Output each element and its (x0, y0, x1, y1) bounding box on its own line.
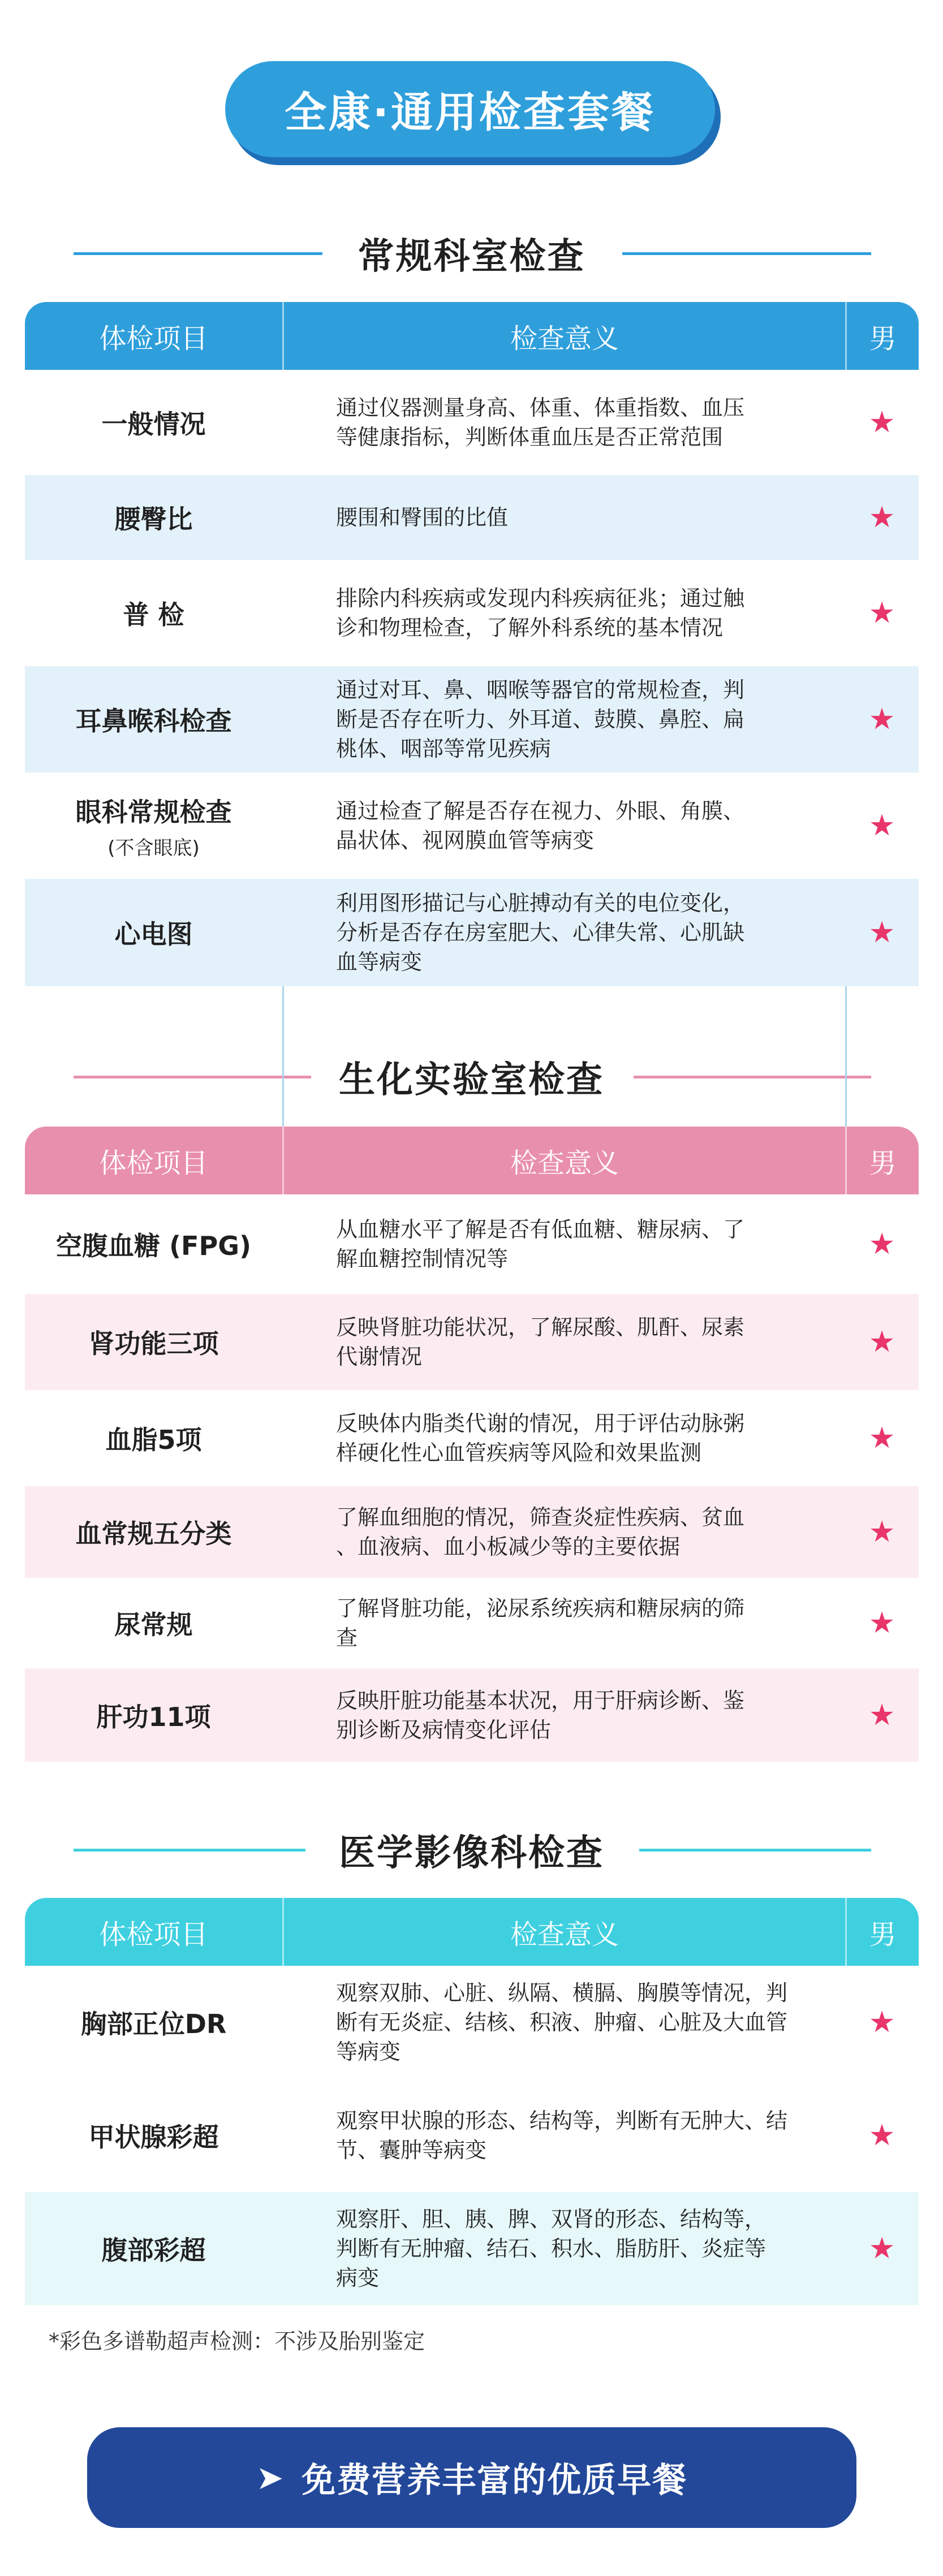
table-header (25, 1898, 919, 1966)
star-icon: ★ (868, 1698, 895, 1732)
section-heading-routine (0, 231, 943, 276)
free-breakfast-button[interactable] (87, 2427, 856, 2528)
column-header-item: 体检项目 (99, 1918, 208, 1951)
item-description: 观察甲状腺的形态、结构等，判断有无肿大、结 节、囊肿等病变 (336, 2108, 788, 2163)
star-icon: ★ (868, 916, 895, 950)
column-header-meaning: 检查意义 (510, 322, 619, 355)
table-row (25, 1294, 919, 1390)
table-row (25, 1194, 919, 1294)
item-description: 反映体内脂类代谢的情况，用于评估动脉粥 样硬化性心血管疾病等风险和效果监测 (336, 1411, 745, 1465)
item-name: 尿常规 (114, 1610, 193, 1640)
column-header-meaning: 检查意义 (510, 1918, 619, 1951)
star-icon: ★ (868, 2118, 895, 2152)
section-heading-lab (0, 1054, 943, 1099)
section-title: 医学影像科检查 (320, 1824, 623, 1876)
table-row (25, 475, 919, 560)
table-row (25, 773, 919, 879)
table-row (25, 1966, 919, 2079)
star-icon: ★ (868, 1325, 895, 1359)
table-row (25, 1578, 919, 1668)
item-description: 观察肝、胆、胰、脾、双肾的形态、结构等， 判断有无肿瘤、结石、积水、脂肪肝、炎症等 病变 (336, 2207, 767, 2290)
star-icon: ★ (868, 1606, 895, 1640)
item-name: 肾功能三项 (88, 1328, 219, 1359)
item-description: 了解血细胞的情况，筛查炎症性疾病、贫血 、血液病、血小板减少等的主要依据 (336, 1505, 745, 1559)
star-icon: ★ (868, 2232, 895, 2266)
item-description: 观察双肺、心脏、纵隔、横膈、胸膜等情况，判 断有无炎症、结核、积液、肿瘤、心脏及大血管 等病变 (336, 1980, 788, 2064)
item-name: 普 检 (123, 599, 184, 630)
item-name: 空腹血糖 (FPG) (56, 1231, 251, 1261)
heading-line-left (74, 1849, 305, 1852)
item-name: 胸部正位DR (80, 2009, 227, 2039)
table-row (25, 666, 919, 773)
star-icon: ★ (868, 596, 895, 630)
star-icon: ★ (868, 2005, 895, 2039)
heading-line-left (74, 1076, 311, 1078)
item-name: 一般情况 (101, 409, 206, 439)
column-header-item: 体检项目 (99, 1147, 208, 1179)
item-name: 腰臀比 (114, 504, 193, 534)
star-icon: ★ (868, 1515, 895, 1549)
table-row (25, 370, 919, 475)
item-name: 血常规五分类 (75, 1518, 232, 1549)
item-description: 反映肾脏功能状况，了解尿酸、肌酐、尿素 代谢情况 (336, 1315, 745, 1369)
item-name: 腹部彩超 (101, 2235, 206, 2266)
item-name: 血脂5项 (105, 1425, 202, 1455)
item-description: 通过仪器测量身高、体重、体重指数、血压 等健康指标，判断体重血压是否正常范围 (336, 395, 745, 450)
imaging-exam-table (25, 1898, 919, 2305)
star-icon: ★ (868, 405, 895, 439)
heading-line-right (634, 1076, 871, 1078)
item-description: 排除内科疾病或发现内科疾病征兆；通过触 诊和物理检查，了解外科系统的基本情况 (336, 586, 745, 640)
table-row (25, 879, 919, 986)
heading-line-left (74, 252, 322, 255)
table-row (25, 2192, 919, 2305)
section-heading-imaging (0, 1827, 943, 1872)
section-title: 常规科室检查 (339, 227, 605, 279)
item-description: 通过对耳、鼻、咽喉等器官的常规检查，判 断是否存在听力、外耳道、鼓膜、鼻腔、扁 桃体、咽部等常见疾病 (336, 678, 745, 761)
table-header (25, 1127, 919, 1194)
item-name: 耳鼻喉科检查 (75, 706, 232, 736)
button-label: 免费营养丰富的优质早餐 (302, 2461, 688, 2500)
column-header-gender: 男 (869, 1918, 897, 1951)
table-row (25, 560, 919, 666)
table-row (25, 1390, 919, 1486)
star-icon: ★ (868, 809, 895, 843)
item-name: 肝功11项 (96, 1701, 211, 1732)
item-name: 甲状腺彩超 (88, 2122, 219, 2152)
table-row (25, 1668, 919, 1762)
table-row (25, 2079, 919, 2192)
item-note: (不含眼底) (107, 836, 200, 860)
footnote: *彩色多谱勒超声检测：不涉及胎别鉴定 (49, 2329, 425, 2354)
item-name: 眼科常规检查 (不含眼底) (75, 796, 232, 860)
star-icon: ★ (868, 702, 895, 736)
heading-line-right (622, 252, 871, 255)
item-description: 从血糖水平了解是否有低血糖、糖尿病、了 解血糖控制情况等 (336, 1217, 745, 1271)
section-title: 生化实验室检查 (320, 1051, 623, 1103)
item-description: 腰围和臀围的比值 (336, 505, 509, 530)
star-icon: ★ (868, 1421, 895, 1455)
page-title: 全康·通用检查套餐 (225, 61, 715, 157)
item-description: 了解肾脏功能，泌尿系统疾病和糖尿病的筛 查 (336, 1596, 745, 1650)
item-name: 心电图 (114, 919, 193, 950)
arrow-right-icon: ➤ (256, 2458, 285, 2497)
column-header-gender: 男 (869, 322, 897, 355)
star-icon: ★ (868, 500, 895, 534)
star-icon: ★ (868, 1227, 895, 1261)
item-description: 利用图形描记与心脏搏动有关的电位变化， 分析是否存在房室肥大、心律失常、心肌缺 血等病变 (336, 891, 745, 974)
column-header-meaning: 检查意义 (510, 1147, 619, 1179)
routine-exam-table (25, 302, 919, 986)
lab-exam-table (25, 1127, 919, 1762)
table-header (25, 302, 919, 370)
column-header-item: 体检项目 (99, 322, 208, 355)
item-description: 通过检查了解是否存在视力、外眼、角膜、 晶状体、视网膜血管等病变 (336, 799, 745, 853)
item-description: 反映肝脏功能基本状况，用于肝病诊断、鉴 别诊断及病情变化评估 (336, 1688, 745, 1742)
table-row (25, 1486, 919, 1578)
heading-line-right (639, 1849, 871, 1852)
column-header-gender: 男 (869, 1147, 897, 1179)
